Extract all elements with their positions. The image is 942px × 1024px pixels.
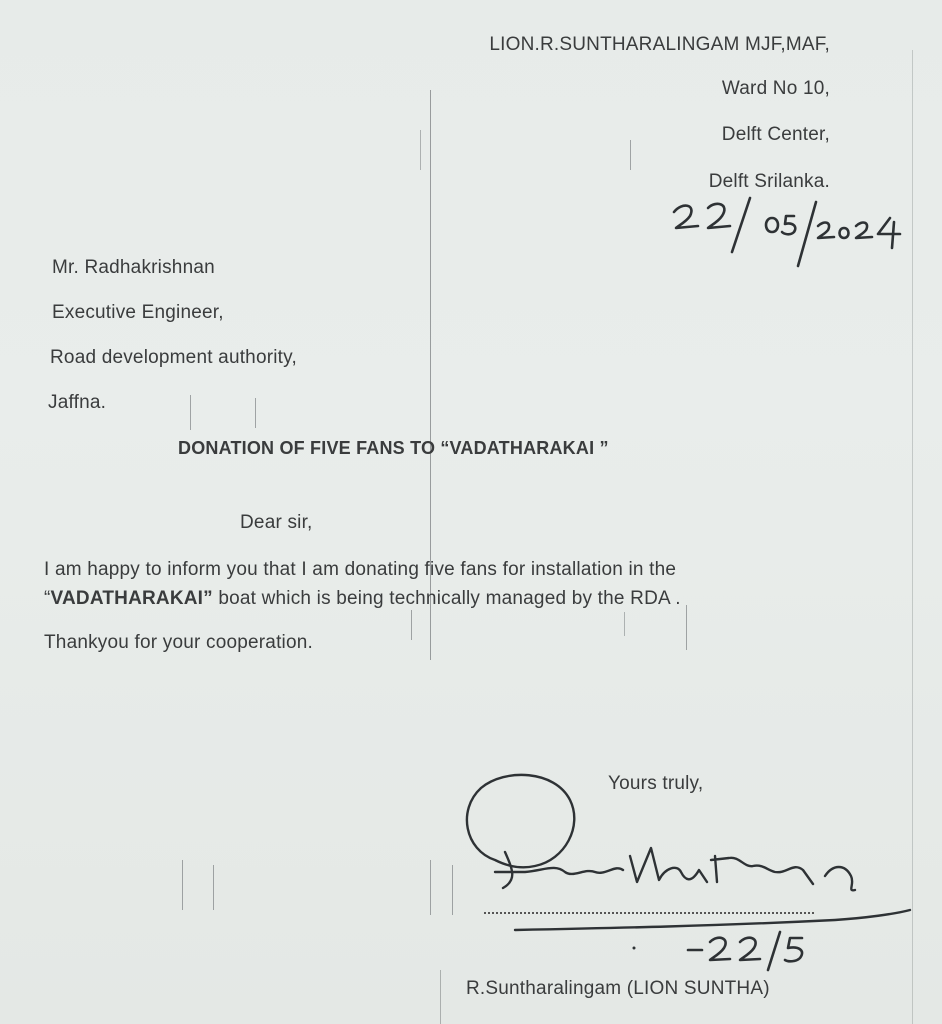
- body-line-2-quote: “: [44, 588, 51, 609]
- body-line-2-rest: boat which is being technically managed by the RDA .: [212, 588, 681, 609]
- sender-name: LION.R.SUNTHARALINGAM MJF,MAF,: [489, 34, 830, 55]
- signature-date-ink: [630, 930, 850, 972]
- body-line-2: [44, 588, 681, 610]
- body-line-1: I am happy to inform you that I am donating five fans for installation in the: [44, 559, 677, 580]
- letter-subject: DONATION OF FIVE FANS TO “VADATHARAKAI ”: [178, 438, 609, 458]
- body-thanks: Thankyou for your cooperation.: [44, 632, 313, 653]
- salutation: Dear sir,: [240, 512, 313, 533]
- body-boat-name: VADATHARAKAI”: [50, 588, 213, 609]
- signature: [455, 760, 915, 945]
- signatory-name: R.Suntharalingam (LION SUNTHA): [466, 978, 770, 999]
- sender-country: Delft Srilanka.: [708, 171, 830, 192]
- signature-date: [630, 930, 850, 977]
- sender-ward: Ward No 10,: [721, 78, 830, 99]
- recipient-org: Road development authority,: [50, 347, 297, 368]
- closing: Yours truly,: [608, 773, 704, 794]
- recipient-city: Jaffna.: [48, 392, 107, 413]
- sender-center: Delft Center,: [721, 124, 830, 145]
- recipient-title: Executive Engineer,: [52, 302, 224, 323]
- recipient-name: Mr. Radhakrishnan: [52, 257, 215, 278]
- handwritten-date: [668, 190, 928, 275]
- handwritten-date-ink: [668, 190, 928, 270]
- signature-line: [484, 912, 814, 914]
